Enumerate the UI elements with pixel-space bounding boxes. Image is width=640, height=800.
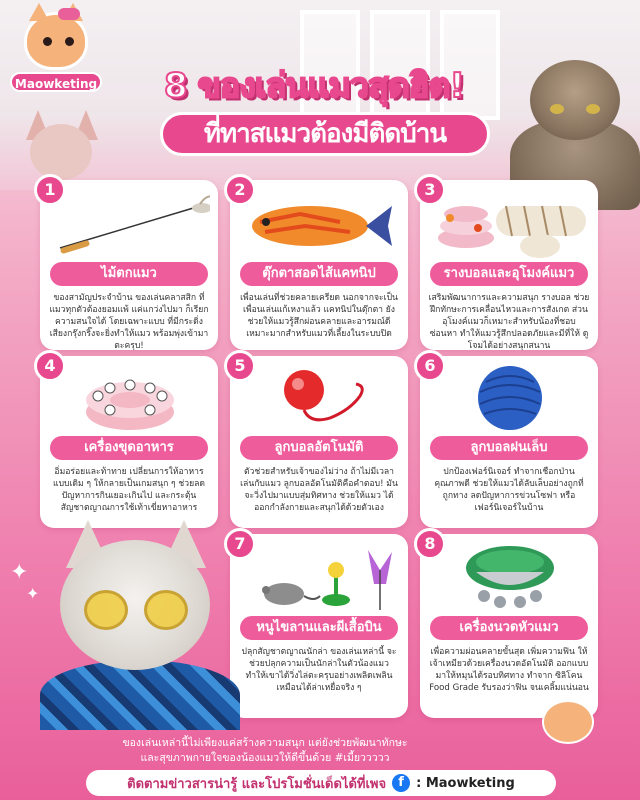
facebook-icon[interactable]: f bbox=[392, 774, 410, 792]
fish-plush-icon bbox=[240, 192, 400, 258]
follow-bar[interactable] bbox=[86, 770, 556, 796]
tabby-cat-image bbox=[500, 40, 640, 200]
toy-card-5 bbox=[230, 356, 408, 528]
scratch-ball-icon bbox=[470, 362, 550, 434]
auto-ball-icon bbox=[270, 362, 380, 434]
follow-text: ติดตามข่าวสารน่ารู้ และโปรโมชั่นเด็ดได้ที่เพจ bbox=[127, 776, 387, 792]
cat-mascot-icon bbox=[24, 12, 88, 70]
footer-note bbox=[70, 736, 460, 766]
bow-icon bbox=[58, 8, 80, 20]
card-number-badge: 6 bbox=[414, 350, 446, 382]
toy-description: เพื่อนเล่นที่ช่วยคลายเครียด นอกจากจะเป็น เพื่อนเล่นแก้เหงาแล้ว แคทนิปในตุ๊กตา ยังช่วยให้แมวรู้สึกผ่อนคลายและอารมณ์ดี เหมาะมากสำหรับแมวที่เลี้ยงในระบบปิด bbox=[240, 293, 398, 339]
toy-description: ปกป้องเฟอร์นิเจอร์ ทำจากเชือกป่าน คุณภาพดี ช่วยให้แมวได้ลับเล็บอย่างถูกที่ ถูกทาง ลดปัญหาการข่วนโซฟา หรือ เฟอร์นิเจอร์ในบ้าน bbox=[434, 467, 584, 513]
sphynx-cat-image bbox=[12, 110, 112, 190]
toy-card-3 bbox=[420, 180, 598, 350]
footer-note-line: ของเล่นเหล่านี้ไม่เพียงแค่สร้างความสนุก แต่ยังช่วยพัฒนาทักษะ bbox=[122, 737, 408, 749]
toy-card-2 bbox=[230, 180, 408, 350]
card-number-badge: 2 bbox=[224, 174, 256, 206]
toy-name-label: เครื่องนวดหัวแมว bbox=[430, 616, 588, 640]
sparkle-icon: ✦ bbox=[26, 584, 40, 603]
toy-name-label: ไม้ตกแมว bbox=[50, 262, 208, 286]
toy-description: เสริมพัฒนาการและความสนุก รางบอล ช่วยฝึกทักษะการเคลื่อนไหวและการสังเกต ส่วนอุโมงค์แมวก็เหมาะสำหรับน้องที่ชอบ ซ่อนหา ทำให้แมวรู้สึกปลอดภัยและมีที่ให้ ดูโจมได้อย่างสนุกสนาน bbox=[428, 293, 590, 351]
sunglasses-icon bbox=[84, 590, 128, 630]
card-number-badge: 7 bbox=[224, 528, 256, 560]
sunglasses-cat-image bbox=[40, 520, 240, 730]
toy-description: ตัวช่วยสำหรับเจ้าของไม่ว่าง ถ้าไม่มีเวลา เล่นกับแมว ลูกบอลอัตโนมัติคือคำตอบ! มันจะวิ่งไปมาแบบสุ่มทิศทาง ช่วยให้แมว ได้ออกกำลังกายและสนุกได้ด้วยตัวเอง bbox=[240, 467, 398, 513]
page-subtitle: ที่ทาสแมวต้องมีติดบ้าน bbox=[203, 119, 447, 149]
card-number-badge: 1 bbox=[34, 174, 66, 206]
toy-name-label: ลูกบอลอัตโนมัติ bbox=[240, 436, 398, 460]
head-massager-icon bbox=[450, 540, 570, 614]
footer-note-line: และสุขภาพกายใจของน้องแมวให้ดีขึ้นด้วย #เมี้ยววววว bbox=[140, 752, 390, 764]
cat-mascot-icon bbox=[538, 690, 598, 750]
toy-card-7 bbox=[230, 534, 408, 718]
windup-mouse-butterfly-icon bbox=[250, 540, 400, 614]
page-subtitle-box bbox=[160, 112, 490, 156]
card-number-badge: 3 bbox=[414, 174, 446, 206]
toy-name-label: หนูไขลานและผีเสื้อบิน bbox=[240, 616, 398, 640]
toy-description: เพื่อความผ่อนคลายขั้นสุด เพิ่มความฟิน ให้เจ้าเหมียวด้วยเครื่องนวดอัตโนมัติ ออกแบบมาให้หมุนได้รอบทิศทาง ทำจาก ซิลิโคน Food Grade รับรองว่าฟิน จนเคลิ้มแน่นอน bbox=[429, 647, 589, 693]
facebook-page-name[interactable]: : Maowketing bbox=[416, 775, 515, 791]
toy-description: ของสามัญประจำบ้าน ของเล่นคลาสสิก ที่แมวทุกตัวต้องยอมแพ้ แค่แกว่งไปมา ก็เรียกความสนใจได้ โดยเฉพาะแบบ ที่มีกระดิ่ง เสียงกรุ๊งกริ๊งจะยิ่งทำให้แมว พร้อมพุ่งเข้ามาตะครุบ! bbox=[49, 293, 209, 351]
card-number-badge: 8 bbox=[414, 528, 446, 560]
page-title: 8 ของเล่นแมวสุดฮิต! bbox=[163, 66, 465, 106]
toy-name-label: ลูกบอลฝนเล็บ bbox=[430, 436, 588, 460]
toy-card-6 bbox=[420, 356, 598, 528]
toy-name-label: รางบอลและอุโมงค์แมว bbox=[430, 262, 588, 286]
toy-name-label: เครื่องขุดอาหาร bbox=[50, 436, 208, 460]
food-puzzle-icon bbox=[80, 362, 180, 434]
sparkle-icon: ✦ bbox=[10, 560, 29, 585]
toy-name-label: ตุ๊กตาสอดไส้แคทนิป bbox=[240, 262, 398, 286]
toy-description: อิ่มอร่อยและท้าทาย เปลี่ยนการให้อาหาร แบบเดิม ๆ ให้กลายเป็นเกมสนุก ๆ ช่วยลด ปัญหาการกินเยอะเกินไป และกระตุ้น สัญชาตญาณการใช้เท้าเขี่ยหาอาหาร bbox=[53, 467, 205, 513]
card-number-badge: 5 bbox=[224, 350, 256, 382]
wand-toy-icon bbox=[50, 190, 210, 260]
ball-track-tunnel-icon bbox=[430, 188, 590, 260]
brand-logo bbox=[10, 8, 102, 100]
toy-card-4 bbox=[40, 356, 218, 528]
toy-description: ปลุกสัญชาตญาณนักล่า ของเล่นเหล่านี้ จะช่วยปลุกความเป็นนักล่าในตัวน้องแมว ทำให้เขาได้วิ่งไล่ตะครุบอย่างเพลิดเพลิน เหมือนได้ล่าเหยื่อจริง ๆ bbox=[241, 647, 397, 693]
logo-text: Maowketing bbox=[10, 72, 102, 92]
toy-card-1 bbox=[40, 180, 218, 350]
card-number-badge: 4 bbox=[34, 350, 66, 382]
